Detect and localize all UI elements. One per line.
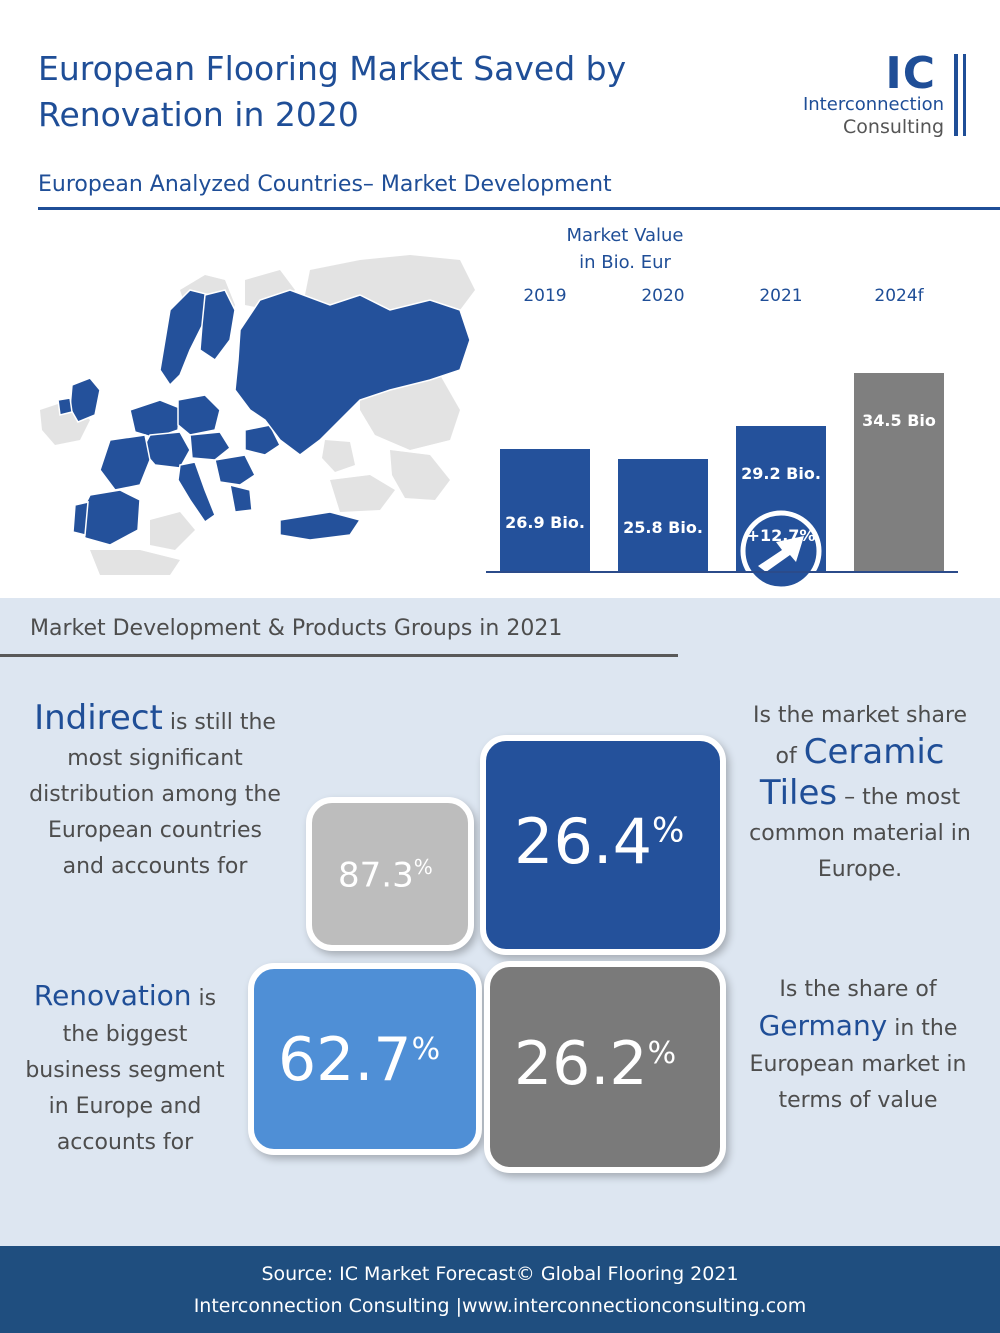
ceramic-share-box (480, 735, 726, 955)
renovation-text: accounts for (56, 1130, 194, 1155)
value-unit: % (411, 1032, 441, 1067)
indirect-text: is still the (162, 710, 276, 735)
logo-text-line1: Interconnection (802, 94, 944, 115)
bar-value-label: 29.2 Bio. (741, 463, 821, 483)
bar-value-label: 25.8 Bio. (623, 517, 703, 537)
footer-source: Source: IC Market Forecast© Global Flooring 2021 (261, 1263, 739, 1285)
ceramic-highlight: Ceramic (803, 732, 945, 772)
logo-text-line2: Consulting (843, 116, 944, 138)
ceramic-text: Is the market share (752, 703, 968, 728)
chart-axis (486, 571, 958, 573)
indirect-highlight: Indirect (34, 698, 163, 738)
chart-title-line2: in Bio. Eur (579, 252, 671, 273)
germany-highlight: Germany (758, 1009, 888, 1042)
germany-text: terms of value (778, 1088, 938, 1113)
bar-value-label: 26.9 Bio. (505, 512, 585, 532)
bar (618, 459, 708, 572)
germany-share-box (484, 961, 726, 1173)
ceramic-description (734, 698, 986, 888)
growth-annotation: +12.7% (746, 526, 816, 545)
renovation-text: is (191, 986, 217, 1011)
value-number: 26.4 (514, 805, 653, 878)
renovation-text: in Europe and (48, 1094, 202, 1119)
renovation-text: the biggest (62, 1022, 188, 1047)
year-label: 2020 (641, 286, 685, 306)
europe-map (30, 250, 480, 580)
company-logo (760, 46, 970, 146)
value-number: 62.7 (278, 1025, 412, 1095)
logo-initials: IC (885, 48, 936, 99)
market-value-chart (486, 280, 958, 572)
germany-description (730, 972, 986, 1119)
value-unit: % (647, 1036, 677, 1071)
value-number: 87.3 (338, 855, 414, 896)
indirect-text: distribution among the (29, 782, 281, 807)
germany-text: Is the share of (779, 977, 937, 1002)
renovation-description (14, 978, 236, 1161)
germany-value (514, 1029, 676, 1099)
germany-text: European market in (749, 1052, 967, 1077)
renovation-value (278, 1025, 440, 1095)
chart-title-line1: Market Value (566, 225, 684, 246)
footer (0, 1246, 1000, 1333)
bar (500, 449, 590, 573)
section-subtitle: European Analyzed Countries– Market Development (38, 172, 612, 197)
renovation-highlight: Renovation (33, 979, 192, 1012)
indirect-text: most significant (67, 746, 243, 771)
renovation-share-box (248, 963, 482, 1155)
section-title: Market Development & Products Groups in 2021 (30, 616, 563, 641)
growth-arrow-icon (738, 508, 824, 594)
indirect-text: European countries (47, 818, 262, 843)
indirect-share-box (306, 797, 474, 951)
year-label: 2021 (759, 286, 803, 306)
ceramic-text: – the most (837, 785, 961, 810)
renovation-text: business segment (25, 1058, 225, 1083)
logo-bar (954, 54, 958, 136)
germany-text: in the (887, 1016, 958, 1041)
ceramic-highlight: Tiles (759, 773, 838, 813)
indirect-description (14, 700, 296, 885)
indirect-value (338, 855, 433, 895)
value-number: 26.2 (514, 1029, 648, 1099)
divider (38, 207, 1000, 210)
ceramic-value (514, 805, 684, 878)
ceramic-text: of (775, 744, 804, 769)
chart-title (540, 222, 710, 276)
year-label: 2024f (874, 286, 924, 306)
year-label: 2019 (523, 286, 567, 306)
value-unit: % (413, 855, 433, 879)
logo-bar (963, 54, 966, 136)
value-unit: % (652, 810, 685, 851)
indirect-text: and accounts for (62, 854, 248, 879)
footer-website: Interconnection Consulting |www.interconnectionconsulting.com (193, 1295, 807, 1317)
bar-value-label: 34.5 Bio (862, 410, 936, 430)
ceramic-text: Europe. (817, 857, 903, 882)
divider (0, 654, 678, 657)
bar (854, 373, 944, 572)
page-title: European Flooring Market Saved by Renovation in 2020 (38, 49, 627, 134)
ceramic-text: common material in (749, 821, 971, 846)
